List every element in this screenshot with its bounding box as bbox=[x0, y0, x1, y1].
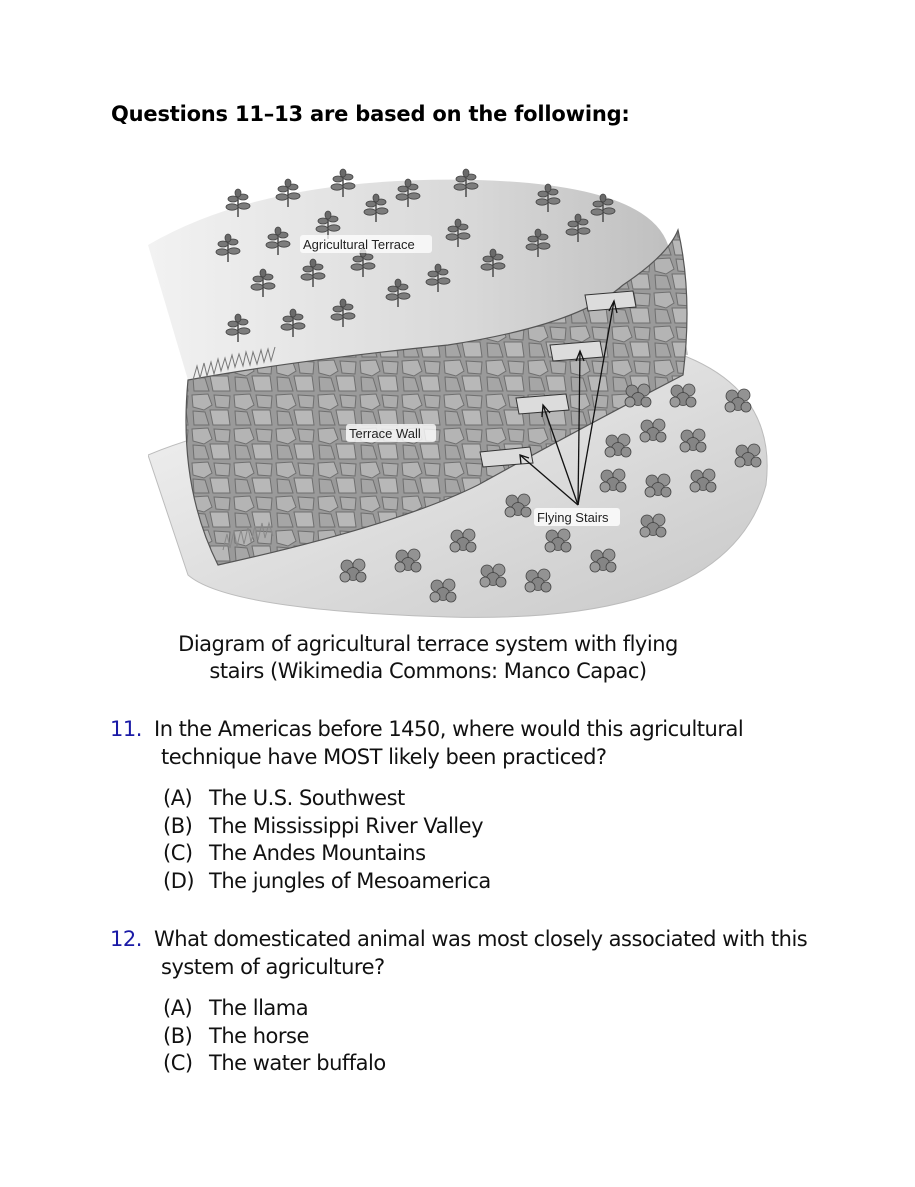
label-agricultural-terrace: Agricultural Terrace bbox=[303, 237, 415, 252]
answer-choice[interactable] bbox=[163, 813, 743, 841]
choice-letter: (B) bbox=[163, 813, 193, 838]
question-number: 11. bbox=[110, 717, 142, 741]
choice-letter: (B) bbox=[163, 1023, 193, 1048]
caption-line: Diagram of agricultural terrace system with flying bbox=[178, 632, 678, 656]
answer-choice[interactable] bbox=[163, 840, 743, 868]
question-11 bbox=[110, 715, 743, 895]
choice-text: The jungles of Mesoamerica bbox=[209, 868, 491, 893]
question-text: What domesticated animal was most closely associated with this bbox=[154, 927, 808, 951]
choice-letter: (A) bbox=[163, 786, 193, 810]
section-heading: Questions 11–13 are based on the following: bbox=[111, 102, 630, 126]
choice-text: The llama bbox=[209, 996, 309, 1020]
choice-letter: (D) bbox=[163, 868, 195, 893]
label-terrace-wall: Terrace Wall bbox=[349, 426, 421, 441]
answer-choice[interactable] bbox=[163, 785, 743, 813]
choice-text: The Mississippi River Valley bbox=[209, 813, 483, 838]
answer-choices bbox=[110, 785, 743, 895]
question-number: 12. bbox=[110, 927, 142, 951]
figure-caption bbox=[160, 631, 696, 685]
question-text-continued: system of agriculture? bbox=[161, 955, 385, 979]
choice-letter: (C) bbox=[163, 1051, 193, 1075]
choice-text: The water buffalo bbox=[209, 1051, 386, 1075]
choice-text: The horse bbox=[209, 1023, 309, 1048]
choice-text: The U.S. Southwest bbox=[209, 786, 405, 810]
answer-choice[interactable] bbox=[163, 995, 807, 1023]
choice-letter: (A) bbox=[163, 996, 193, 1020]
caption-line: stairs (Wikimedia Commons: Manco Capac) bbox=[209, 659, 647, 683]
answer-choices bbox=[110, 995, 807, 1078]
question-12 bbox=[110, 925, 807, 1078]
question-text: In the Americas before 1450, where would this agricultural bbox=[154, 717, 744, 741]
answer-choice[interactable] bbox=[163, 1023, 807, 1051]
answer-choice[interactable] bbox=[163, 868, 743, 896]
choice-letter: (C) bbox=[163, 841, 193, 865]
answer-choice[interactable] bbox=[163, 1050, 807, 1078]
terrace-diagram bbox=[148, 155, 778, 625]
label-flying-stairs: Flying Stairs bbox=[537, 510, 609, 525]
choice-text: The Andes Mountains bbox=[209, 841, 426, 865]
question-text-continued: technique have MOST likely been practiced? bbox=[161, 745, 607, 769]
